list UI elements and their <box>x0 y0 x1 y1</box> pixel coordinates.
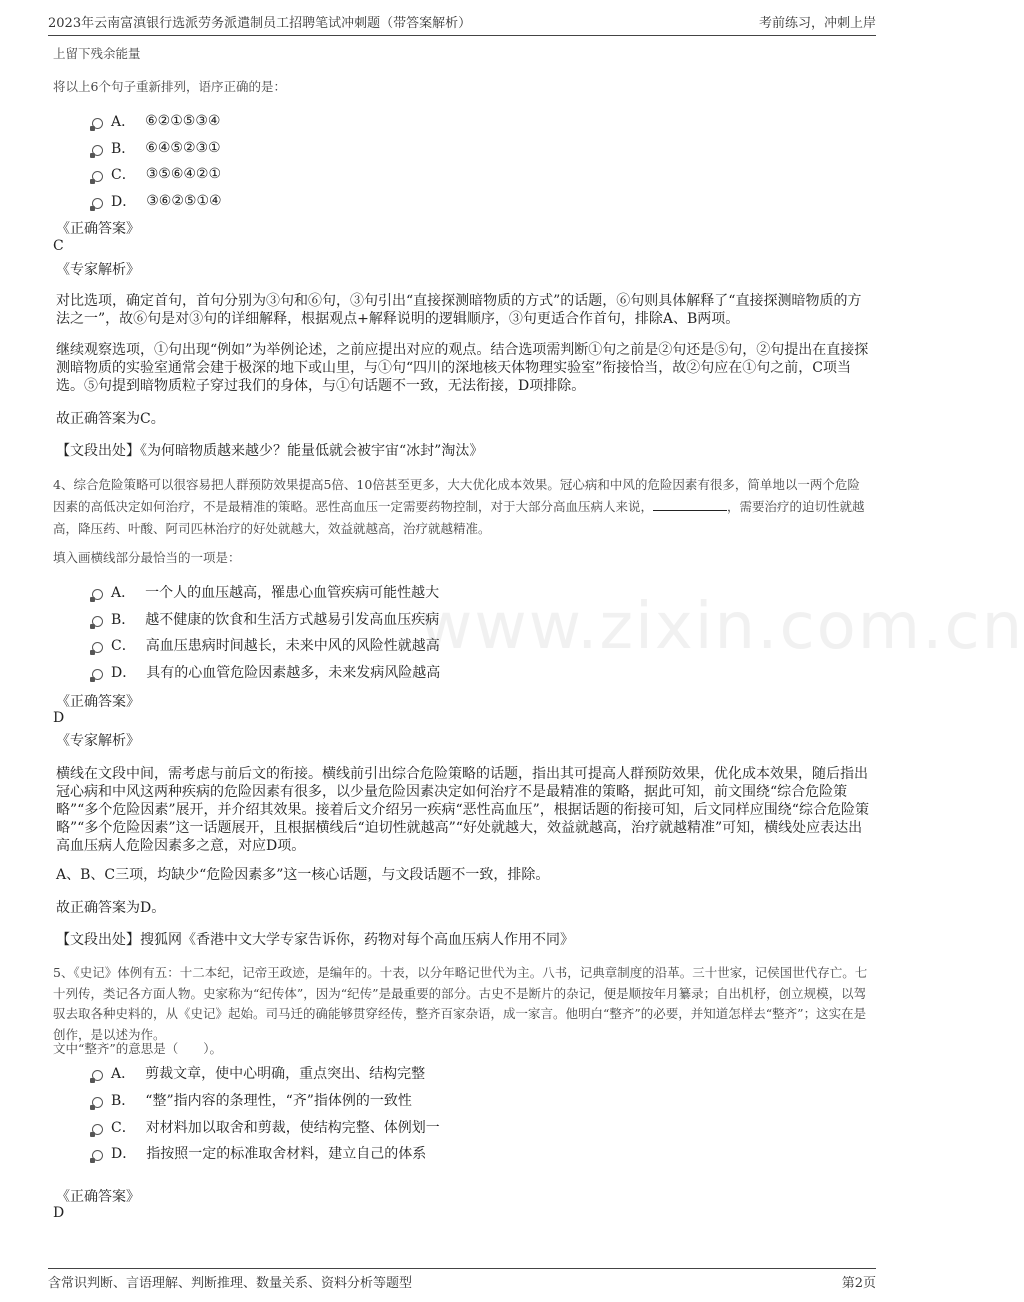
radio-icon[interactable] <box>92 1150 103 1161</box>
q5-option-c[interactable] <box>92 1117 440 1137</box>
q5-answer: D <box>53 1205 65 1221</box>
q4-stem <box>53 474 871 540</box>
q5-answer-label: 《正确答案》 <box>56 1189 140 1205</box>
q4-analysis-p3: 故正确答案为D。 <box>56 900 166 916</box>
fill-blank <box>653 498 727 511</box>
option-text: ③⑥②⑤①④ <box>146 193 222 209</box>
q3-answer-label: 《正确答案》 <box>56 221 140 237</box>
option-text: 具有的心血管危险因素越多，未来发病风险越高 <box>146 665 441 681</box>
option-key: D． <box>111 665 137 681</box>
q3-analysis-label: 《专家解析》 <box>56 262 140 278</box>
q3-analysis-p3: 故正确答案为C。 <box>56 411 165 427</box>
q4-option-c[interactable] <box>92 635 440 655</box>
q3-option-b[interactable] <box>92 138 221 158</box>
radio-icon[interactable] <box>92 616 103 627</box>
q3-stem-tail: 上留下残余能量 <box>53 46 141 61</box>
option-text: 剪裁文章，使中心明确，重点突出、结构完整 <box>145 1066 426 1082</box>
q4-analysis-label: 《专家解析》 <box>56 733 140 749</box>
option-text: ③⑤⑥④②① <box>145 166 222 182</box>
option-text: ⑥②①⑤③④ <box>145 113 221 129</box>
radio-icon[interactable] <box>92 198 103 209</box>
radio-icon[interactable] <box>92 589 103 600</box>
q4-source: 【文段出处】搜狐网《香港中文大学专家告诉你，药物对每个高血压病人作用不同》 <box>56 932 574 948</box>
option-key: B． <box>111 141 136 157</box>
footer-divider <box>48 1268 876 1269</box>
radio-icon[interactable] <box>92 1070 103 1081</box>
radio-icon[interactable] <box>92 669 103 680</box>
q3-analysis-p2: 继续观察选项，①句出现“例如”为举例论述，之前应提出对应的观点。结合选项需判断①句之前是②句还是⑤句，②句提出在直接探测暗物质的实验室通常会建于极深的地下或山里，与①句“四川的深地核天体物理实验室”衔接恰当，故②句应在①句之前，C项当选。⑤句提到暗物质粒子穿过我们的身体，与①句话题不一致，无法衔接，D项排除。 <box>56 342 869 394</box>
q3-analysis-p1: 对比选项，确定首句，首句分别为③句和⑥句，③句引出“直接探测暗物质的方式”的话题，⑥句则具体解释了“直接探测暗物质的方法之一”，故⑥句是对③句的详细解释，根据观点+解释说明的逻辑顺序，③句更适合作首句，排除A、B两项。 <box>56 293 862 327</box>
radio-icon[interactable] <box>92 642 103 653</box>
option-key: D． <box>111 1146 137 1162</box>
radio-icon[interactable] <box>92 118 103 129</box>
option-text: 指按照一定的标准取舍材料，建立自己的体系 <box>146 1146 427 1162</box>
q4-stem-text-b: ，需要治疗的迫切性就越高，降压药、叶酸、阿司匹林治疗的好处就越大，效益就越高，治疗就越精准。 <box>53 499 865 536</box>
radio-icon[interactable] <box>92 171 103 182</box>
option-key: D． <box>111 194 137 210</box>
radio-icon[interactable] <box>92 1124 103 1135</box>
footer-topics: 含常识判断、言语理解、判断推理、数量关系、资料分析等题型 <box>48 1276 413 1291</box>
q4-answer-label: 《正确答案》 <box>56 694 140 710</box>
watermark: www.zixin.com.cn <box>420 590 1024 664</box>
option-key: C． <box>111 167 136 183</box>
q4-option-a[interactable] <box>92 582 439 602</box>
q3-prompt: 将以上6个句子重新排列，语序正确的是： <box>53 79 286 94</box>
header-divider <box>48 35 876 36</box>
q4-option-b[interactable] <box>92 609 439 629</box>
option-key: C． <box>111 1120 136 1136</box>
q4-analysis-p1: 横线在文段中间，需考虑与前后文的衔接。横线前引出综合危险策略的话题，指出其可提高人群预防效果，优化成本效果，随后指出冠心病和中风这两种疾病的危险因素有很多，以少量危险因素决定如何治疗不是最精准的策略，据此可知，前文围绕“综合危险策略”“多个危险因素”展开，并介绍其效果。接着后文介绍另一疾病“恶性高血压”，根据话题的衔接可知，后文同样应围绕“综合危险策略”“多个危险因素”这一话题展开，且根据横线后“迫切性就越高”“好处就越大，效益就越高，治疗就越精准”可知，横线处应表达出高血压病人危险因素多之意，对应D项。 <box>56 766 869 854</box>
q4-stem-text-a: 4、综合危险策略可以很容易把人群预防效果提高5倍、10倍甚至更多，大大优化成本效果。冠心病和中风的危险因素有很多，简单地以一两个危险因素的高低决定如何治疗，不是最精准的策略。恶性高血压一定需要药物控制，对于大部分高血压病人来说， <box>53 477 860 514</box>
q4-prompt: 填入画横线部分最恰当的一项是： <box>53 550 241 565</box>
q3-option-a[interactable] <box>92 111 220 131</box>
q5-option-a[interactable] <box>92 1063 425 1083</box>
page-number: 第2页 <box>841 1276 876 1291</box>
radio-icon[interactable] <box>92 1097 103 1108</box>
header-tagline: 考前练习，冲刺上岸 <box>758 16 876 31</box>
option-text: ⑥④⑤②③① <box>145 140 221 156</box>
option-key: C． <box>111 638 136 654</box>
document-title: 2023年云南富滇银行选派劳务派遣制员工招聘笔试冲刺题（带答案解析） <box>48 16 472 31</box>
q3-option-c[interactable] <box>92 164 221 184</box>
option-key: A． <box>111 585 136 601</box>
q5-option-b[interactable] <box>92 1090 412 1110</box>
q3-source: 【文段出处】《为何暗物质越来越少？能量低就会被宇宙“冰封”淘汰》 <box>56 443 484 459</box>
q5-prompt: 文中“整齐”的意思是（ ）。 <box>53 1041 223 1056</box>
q5-option-d[interactable] <box>92 1143 426 1163</box>
option-text: 一个人的血压越高，罹患心血管疾病可能性越大 <box>145 585 440 601</box>
q4-option-d[interactable] <box>92 662 440 682</box>
option-key: B． <box>111 612 136 628</box>
q5-stem: 5、《史记》体例有五：十二本纪，记帝王政迹，是编年的。十表，以分年略记世代为主。八书，记典章制度的沿革。三十世家，记侯国世代存亡。七十列传，类记各方面人物。史家称为“纪传体”，因为“纪传”是最重要的部分。古史不是断片的杂记，便是顺按年月纂录；自出机杼，创立规模，以驾驭去取各种史料的，从《史记》起始。司马迁的确能够贯穿经传，整齐百家杂语，成一家言。他明白“整齐”的必要，并知道怎样去“整齐”；这实在是创作，是以述为作。 <box>53 965 868 1042</box>
option-key: B． <box>111 1093 136 1109</box>
q4-analysis-p2: A、B、C三项，均缺少“危险因素多”这一核心话题，与文段话题不一致，排除。 <box>56 867 550 883</box>
radio-icon[interactable] <box>92 145 103 156</box>
option-text: 对材料加以取舍和剪裁，使结构完整、体例划一 <box>145 1120 440 1136</box>
option-key: A． <box>111 114 136 130</box>
option-text: 越不健康的饮食和生活方式越易引发高血压疾病 <box>145 612 440 628</box>
q4-answer: D <box>53 710 65 726</box>
option-key: A． <box>111 1066 136 1082</box>
q3-answer: C <box>53 238 64 254</box>
q3-option-d[interactable] <box>92 191 222 211</box>
option-text: 高血压患病时间越长，未来中风的风险性就越高 <box>145 638 440 654</box>
option-text: “整”指内容的条理性，“齐”指体例的一致性 <box>145 1093 412 1109</box>
